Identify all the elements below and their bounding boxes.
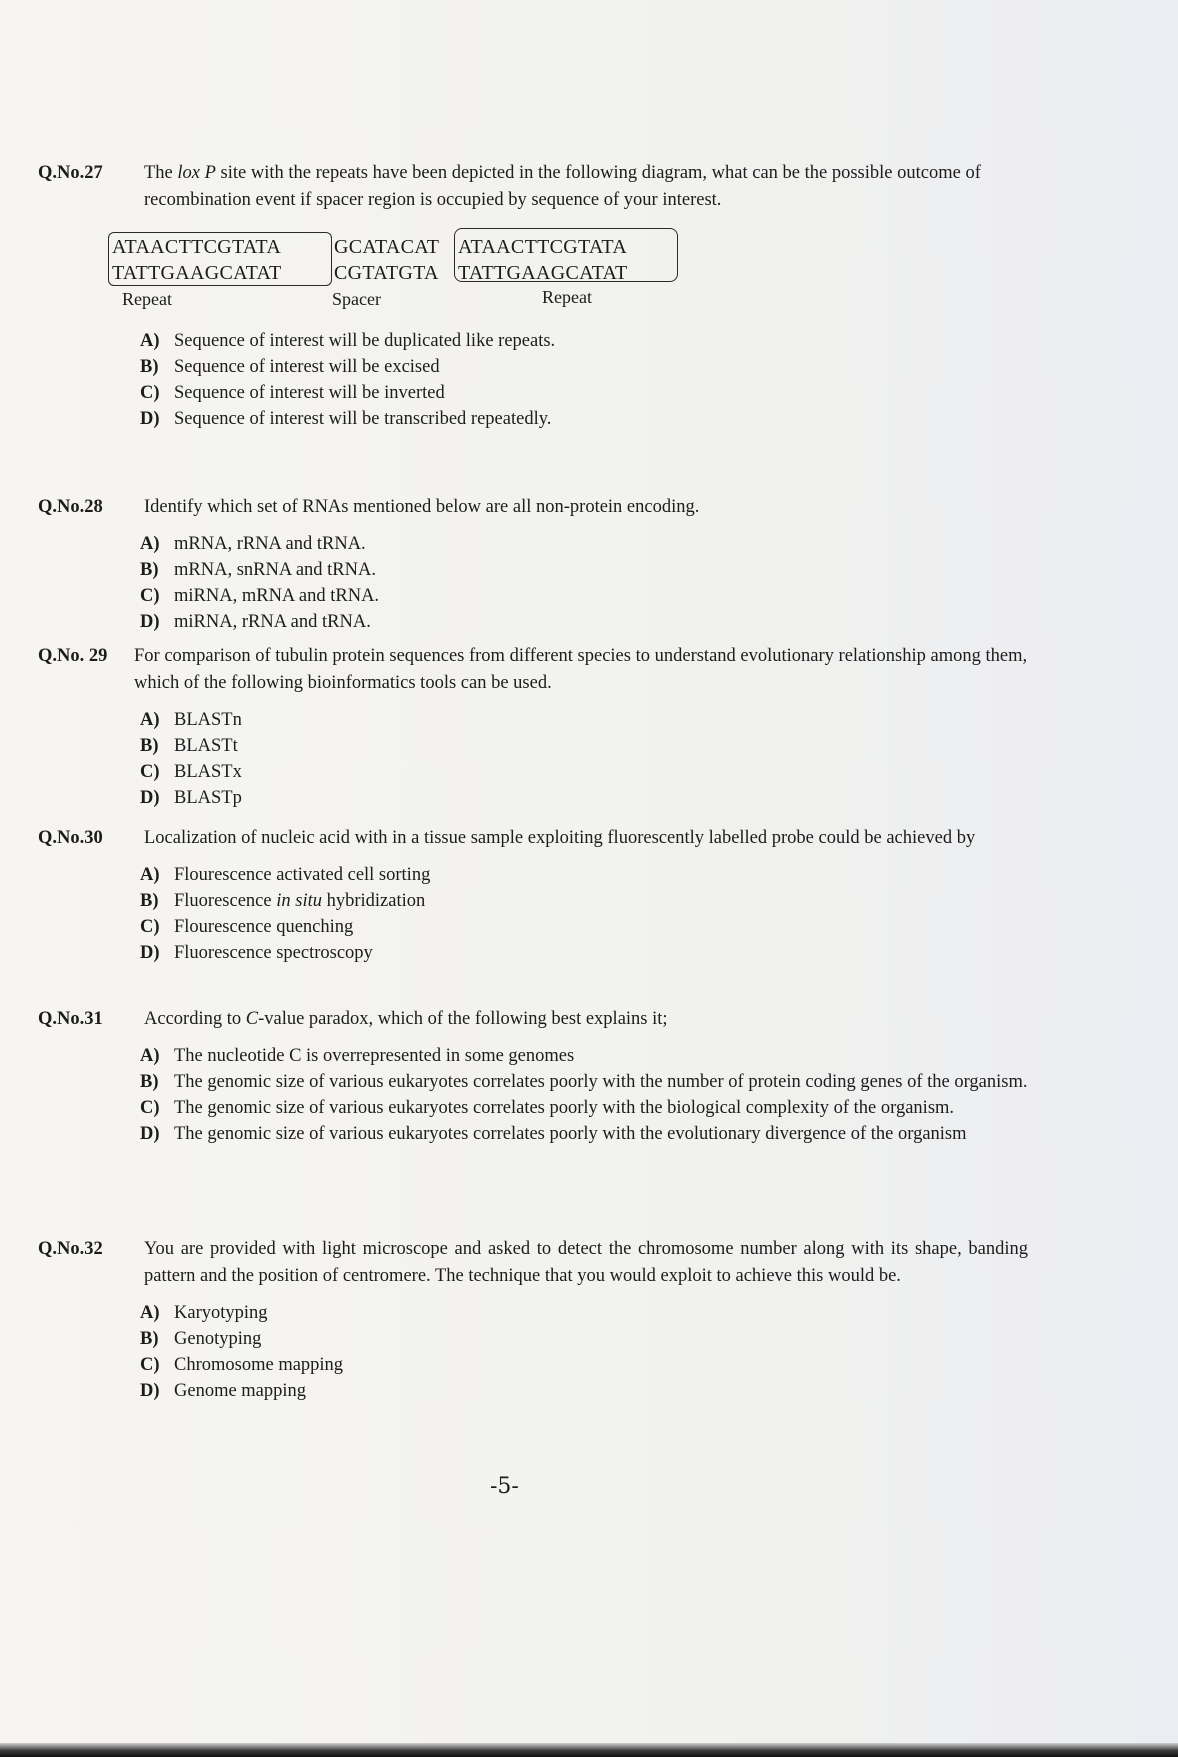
option-d: D) miRNA, rRNA and tRNA. bbox=[140, 612, 371, 632]
question-text: Localization of nucleic acid with in a tissue sample exploiting fluorescently labelled probe could be achieved by bbox=[144, 828, 976, 848]
option-c: C) Flourescence quenching bbox=[140, 917, 354, 937]
option-a: A) Sequence of interest will be duplicated like repeats. bbox=[140, 331, 556, 351]
option-b: B) Sequence of interest will be excised bbox=[140, 357, 440, 377]
question-text: According to C-value paradox, which of the following best explains it; bbox=[144, 1009, 668, 1029]
label-repeat-left: Repeat bbox=[122, 289, 172, 309]
question-number: Q.No.32 bbox=[38, 1239, 103, 1259]
option-d: D) Fluorescence spectroscopy bbox=[140, 943, 373, 963]
question-text: You are provided with light microscope and asked to detect the chromosome number along with its shape, banding pattern and the position of centromere. The technique that you would exploit to achieve this would be. bbox=[144, 1239, 1028, 1286]
bottom-strand bbox=[112, 260, 628, 287]
question-text: For comparison of tubulin protein sequences from different species to understand evolutionary relationship among them, which of the following bioinformatics tools can be used. bbox=[134, 646, 1028, 693]
option-a: A) mRNA, rRNA and tRNA. bbox=[140, 534, 366, 554]
option-d: D) Sequence of interest will be transcribed repeatedly. bbox=[140, 409, 552, 429]
question-number: Q.No. 29 bbox=[38, 646, 108, 666]
spacer-top: GCATACAT bbox=[334, 236, 440, 258]
option-a: A) The nucleotide C is overrepresented in some genomes bbox=[140, 1046, 575, 1066]
options-list bbox=[140, 1043, 1028, 1147]
question-number: Q.No.31 bbox=[38, 1009, 103, 1029]
right-repeat-top: ATAACTTCGTATA bbox=[458, 236, 628, 258]
option-d: D) BLASTp bbox=[140, 788, 242, 808]
label-repeat-right: Repeat bbox=[542, 287, 592, 307]
option-b: B) Genotyping bbox=[140, 1329, 262, 1349]
question-number: Q.No.27 bbox=[38, 163, 103, 183]
page-number: -5- bbox=[490, 1474, 519, 1499]
options-list bbox=[140, 1300, 1028, 1404]
option-d: D) Genome mapping bbox=[140, 1381, 307, 1401]
option-c: C) miRNA, mRNA and tRNA. bbox=[140, 586, 380, 606]
option-c: C) The genomic size of various eukaryotes correlates poorly with the biological complexity of the organism. bbox=[140, 1098, 955, 1118]
question-30 bbox=[38, 825, 1028, 966]
option-b: B) The genomic size of various eukaryotes correlates poorly with the number of protein coding genes of the organism. bbox=[140, 1072, 1028, 1092]
option-b: B) BLASTt bbox=[140, 736, 238, 756]
option-a: A) Flourescence activated cell sorting bbox=[140, 865, 431, 885]
option-c: C) Sequence of interest will be inverted bbox=[140, 383, 445, 403]
option-a: A) BLASTn bbox=[140, 710, 242, 730]
question-31 bbox=[38, 1006, 1028, 1147]
options-list bbox=[140, 707, 1028, 811]
option-c: C) Chromosome mapping bbox=[140, 1355, 344, 1375]
question-text: Identify which set of RNAs mentioned below are all non-protein encoding. bbox=[144, 497, 700, 517]
lox-p-diagram bbox=[112, 228, 652, 328]
options-list bbox=[140, 862, 1028, 966]
option-a: A) Karyotyping bbox=[140, 1303, 268, 1323]
option-d: D) The genomic size of various eukaryotes correlates poorly with the evolutionary divergence of the organism bbox=[140, 1124, 967, 1144]
left-repeat-top: ATAACTTCGTATA bbox=[112, 236, 282, 258]
scan-bottom-edge bbox=[0, 1743, 1178, 1757]
top-strand bbox=[112, 234, 627, 261]
spacer-bottom: CGTATGTA bbox=[334, 262, 439, 284]
option-b: B) mRNA, snRNA and tRNA. bbox=[140, 560, 376, 580]
label-spacer: Spacer bbox=[332, 289, 381, 309]
question-28 bbox=[38, 494, 1028, 635]
options-list bbox=[140, 328, 1028, 432]
left-repeat-bottom: TATTGAAGCATAT bbox=[112, 262, 282, 284]
question-32 bbox=[38, 1236, 1028, 1404]
question-29 bbox=[38, 643, 1028, 811]
question-27 bbox=[38, 160, 1028, 432]
option-b: B) Fluorescence in situ hybridization bbox=[140, 891, 426, 911]
question-number: Q.No.28 bbox=[38, 497, 103, 517]
options-list bbox=[140, 531, 1028, 635]
question-number: Q.No.30 bbox=[38, 828, 103, 848]
option-c: C) BLASTx bbox=[140, 762, 242, 782]
right-repeat-bottom: TATTGAAGCATAT bbox=[458, 262, 628, 284]
question-text: The lox P site with the repeats have been depicted in the following diagram, what can be the possible outcome of recombination event if spacer region is occupied by sequence of your interest. bbox=[144, 163, 981, 210]
